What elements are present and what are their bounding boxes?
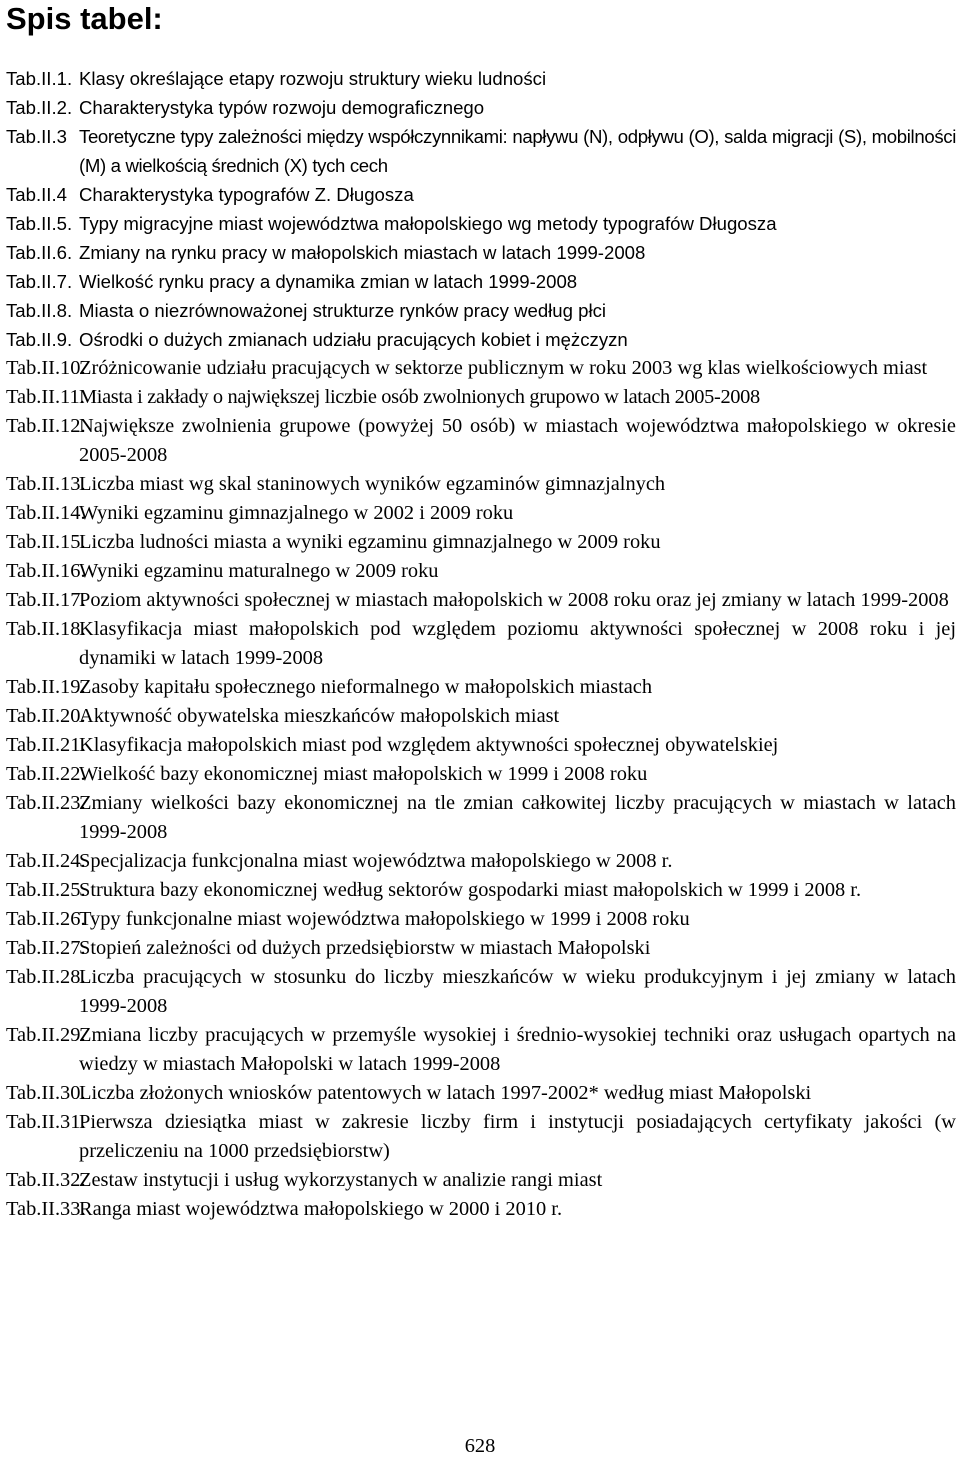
table-number: Tab.II.3 bbox=[6, 126, 67, 147]
table-entry-20 bbox=[6, 702, 956, 731]
table-title: Zróżnicowanie udziału pracujących w sektorze publicznym w roku 2003 wg klas wielkościowych miast bbox=[79, 357, 928, 379]
table-entry-15 bbox=[6, 528, 956, 557]
table-number: Tab.II.1. bbox=[6, 68, 73, 89]
table-entry-25 bbox=[6, 876, 956, 905]
table-title: Ranga miast województwa małopolskiego w 2000 i 2010 r. bbox=[79, 1198, 563, 1220]
table-number: Tab.II.30. bbox=[6, 1082, 86, 1104]
table-entry-7 bbox=[6, 267, 956, 296]
table-entry-17 bbox=[6, 586, 956, 615]
table-number: Tab.II.15. bbox=[6, 531, 86, 553]
table-number: Tab.II.24. bbox=[6, 850, 86, 872]
table-number: Tab.II.10. bbox=[6, 357, 86, 379]
table-title: Liczba ludności miasta a wyniki egzaminu gimnazjalnego w 2009 roku bbox=[79, 531, 661, 553]
table-number: Tab.II.2. bbox=[6, 97, 73, 118]
table-number: Tab.II.9. bbox=[6, 329, 73, 350]
table-entry-4 bbox=[6, 180, 956, 209]
table-entry-28 bbox=[6, 963, 956, 1021]
table-number: Tab.II.32. bbox=[6, 1169, 86, 1191]
table-title: Charakterystyka typografów Z. Długosza bbox=[79, 184, 414, 205]
table-entry-33 bbox=[6, 1195, 956, 1224]
table-entry-3 bbox=[6, 122, 956, 180]
table-entry-23 bbox=[6, 789, 956, 847]
table-title: Typy migracyjne miast województwa małopolskiego wg metody typografów Długosza bbox=[79, 213, 777, 234]
table-entry-6 bbox=[6, 238, 956, 267]
table-title: Aktywność obywatelska mieszkańców małopolskich miast bbox=[79, 705, 560, 727]
table-entry-16 bbox=[6, 557, 956, 586]
table-title: Największe zwolnienia grupowe (powyżej 50 osób) w miastach województwa małopolskiego w okresie 2005-2008 bbox=[79, 415, 956, 466]
table-number: Tab.II.17. bbox=[6, 589, 86, 611]
table-entry-2 bbox=[6, 93, 956, 122]
table-entry-8 bbox=[6, 296, 956, 325]
table-title: Klasyfikacja małopolskich miast pod względem aktywności społecznej obywatelskiej bbox=[79, 734, 779, 756]
table-entry-32 bbox=[6, 1166, 956, 1195]
table-number: Tab.II.5. bbox=[6, 213, 73, 234]
table-title: Wyniki egzaminu gimnazjalnego w 2002 i 2009 roku bbox=[79, 502, 514, 524]
table-entry-5 bbox=[6, 209, 956, 238]
table-entry-21 bbox=[6, 731, 956, 760]
table-number: Tab.II.26. bbox=[6, 908, 86, 930]
table-number: Tab.II.16. bbox=[6, 560, 86, 582]
table-number: Tab.II.7. bbox=[6, 271, 73, 292]
table-title: Wielkość bazy ekonomicznej miast małopolskich w 1999 i 2008 roku bbox=[79, 763, 648, 785]
table-number: Tab.II.31. bbox=[6, 1111, 86, 1133]
table-number: Tab.II.18. bbox=[6, 618, 86, 640]
table-number: Tab.II.29. bbox=[6, 1024, 86, 1046]
table-number: Tab.II.4 bbox=[6, 184, 67, 205]
table-title: Klasy określające etapy rozwoju struktury wieku ludności bbox=[79, 68, 547, 89]
table-entry-9 bbox=[6, 325, 956, 354]
table-title: Ośrodki o dużych zmianach udziału pracujących kobiet i mężczyzn bbox=[79, 329, 628, 350]
table-entry-22 bbox=[6, 760, 956, 789]
table-number: Tab.II.21. bbox=[6, 734, 86, 756]
table-entry-12 bbox=[6, 412, 956, 470]
table-entry-13 bbox=[6, 470, 956, 499]
table-title: Wyniki egzaminu maturalnego w 2009 roku bbox=[79, 560, 439, 582]
table-number: Tab.II.13. bbox=[6, 473, 86, 495]
table-title: Poziom aktywności społecznej w miastach małopolskich w 2008 roku oraz jej zmiany w latach 1999-2008 bbox=[79, 589, 949, 611]
table-title: Liczba miast wg skal staninowych wyników egzaminów gimnazjalnych bbox=[79, 473, 666, 495]
table-title: Charakterystyka typów rozwoju demograficznego bbox=[79, 97, 485, 118]
list-of-tables-heading: Spis tabel: bbox=[6, 1, 163, 36]
table-entry-24 bbox=[6, 847, 956, 876]
table-title: Struktura bazy ekonomicznej według sektorów gospodarki miast małopolskich w 1999 i 2008 r. bbox=[79, 879, 862, 901]
table-number: Tab.II.14. bbox=[6, 502, 86, 524]
table-title: Miasta o niezrównoważonej strukturze rynków pracy według płci bbox=[79, 300, 607, 321]
table-number: Tab.II.22. bbox=[6, 763, 86, 785]
table-entry-1 bbox=[6, 64, 956, 93]
table-title: Pierwsza dziesiątka miast w zakresie liczby firm i instytucji posiadających certyfikaty jakości (w przeliczeniu na 1000 przedsiębiorstw) bbox=[79, 1111, 956, 1162]
table-entry-30 bbox=[6, 1079, 956, 1108]
table-entry-27 bbox=[6, 934, 956, 963]
table-number: Tab.II.12. bbox=[6, 415, 86, 437]
table-title: Wielkość rynku pracy a dynamika zmian w latach 1999-2008 bbox=[79, 271, 578, 292]
table-entry-18 bbox=[6, 615, 956, 673]
table-title: Zmiany na rynku pracy w małopolskich miastach w latach 1999-2008 bbox=[79, 242, 646, 263]
table-title: Typy funkcjonalne miast województwa małopolskiego w 1999 i 2008 roku bbox=[79, 908, 690, 930]
table-title: Stopień zależności od dużych przedsiębiorstw w miastach Małopolski bbox=[79, 937, 651, 959]
list-of-tables bbox=[6, 64, 956, 1224]
table-number: Tab.II.6. bbox=[6, 242, 73, 263]
table-title: Liczba złożonych wniosków patentowych w latach 1997-2002* według miast Małopolski bbox=[79, 1082, 812, 1104]
page-number: 628 bbox=[464, 1435, 496, 1457]
table-title: Specjalizacja funkcjonalna miast województwa małopolskiego w 2008 r. bbox=[79, 850, 673, 872]
table-entry-10 bbox=[6, 354, 956, 383]
table-entry-19 bbox=[6, 673, 956, 702]
table-entry-26 bbox=[6, 905, 956, 934]
table-title: Teoretyczne typy zależności między współczynnikami: napływu (N), odpływu (O), salda migracji (S), mobilności (M) a wielkością średnich (X) tych cech bbox=[79, 126, 956, 176]
table-title: Zmiany wielkości bazy ekonomicznej na tle zmian całkowitej liczby pracujących w miastach w latach 1999-2008 bbox=[79, 792, 956, 843]
table-number: Tab.II.20. bbox=[6, 705, 86, 727]
table-number: Tab.II.19. bbox=[6, 676, 86, 698]
table-entry-29 bbox=[6, 1021, 956, 1079]
table-number: Tab.II.8. bbox=[6, 300, 73, 321]
table-title: Zmiana liczby pracujących w przemyśle wysokiej i średnio-wysokiej techniki oraz usługach opartych na wiedzy w miastach Małopolski w latach 1999-2008 bbox=[79, 1024, 956, 1075]
table-entry-11 bbox=[6, 383, 956, 412]
table-entry-14 bbox=[6, 499, 956, 528]
table-number: Tab.II.28. bbox=[6, 966, 86, 988]
table-number: Tab.II.27. bbox=[6, 937, 86, 959]
table-title: Zasoby kapitału społecznego nieformalnego w małopolskich miastach bbox=[79, 676, 653, 698]
table-number: Tab.II.23. bbox=[6, 792, 86, 814]
table-number: Tab.II.11. bbox=[6, 386, 85, 408]
table-number: Tab.II.25. bbox=[6, 879, 86, 901]
table-title: Miasta i zakłady o największej liczbie osób zwolnionych grupowo w latach 2005-2008 bbox=[79, 386, 760, 408]
table-title: Klasyfikacja miast małopolskich pod względem poziomu aktywności społecznej w 2008 roku i jej dynamiki w latach 1999-2008 bbox=[79, 618, 956, 669]
table-entry-31 bbox=[6, 1108, 956, 1166]
table-title: Zestaw instytucji i usług wykorzystanych w analizie rangi miast bbox=[79, 1169, 603, 1191]
table-number: Tab.II.33. bbox=[6, 1198, 86, 1220]
table-title: Liczba pracujących w stosunku do liczby mieszkańców w wieku produkcyjnym i jej zmiany w latach 1999-2008 bbox=[79, 966, 956, 1017]
